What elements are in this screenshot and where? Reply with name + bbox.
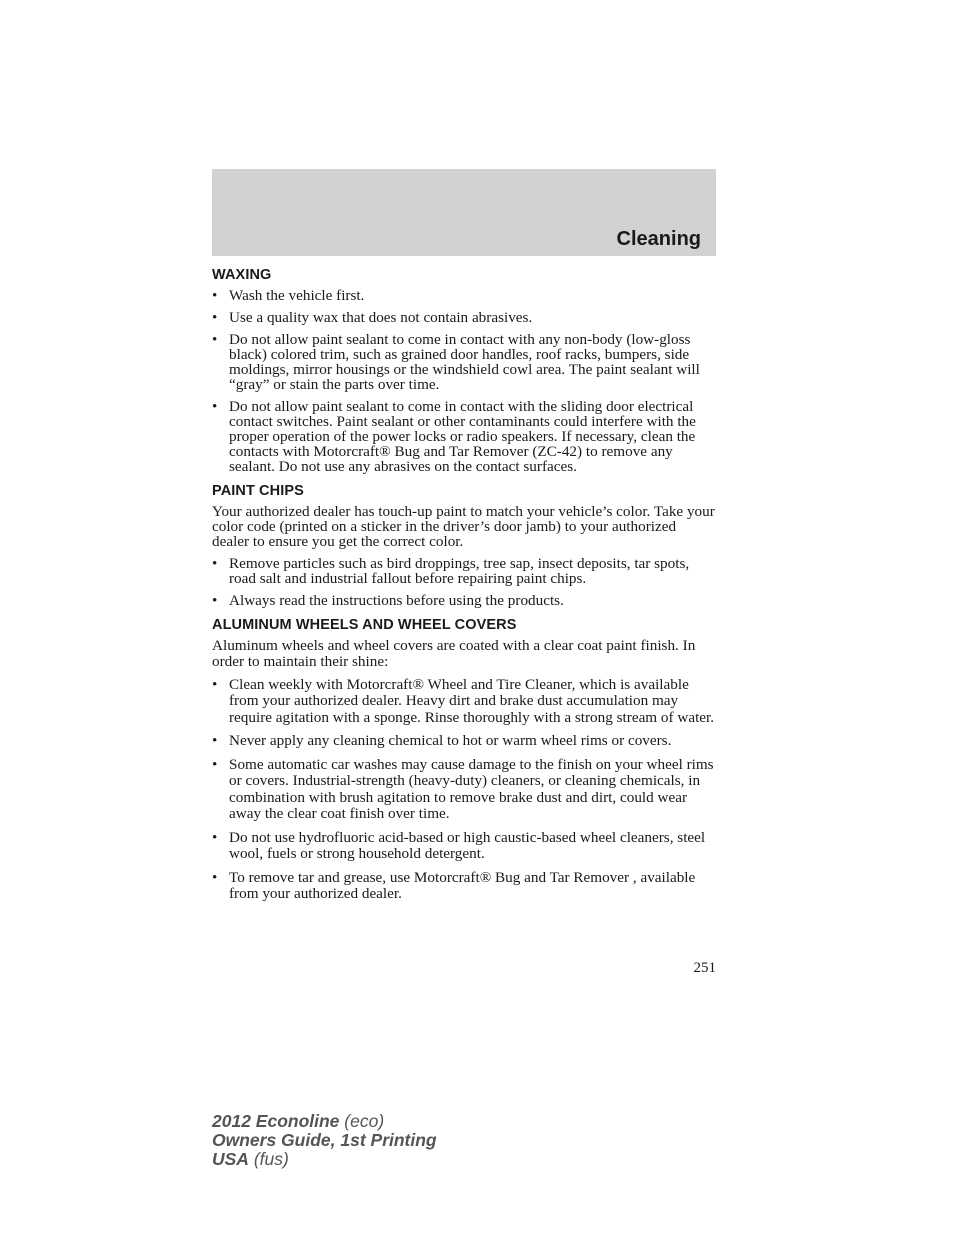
footer-line-3 (212, 1150, 437, 1169)
footer-imprint (212, 1112, 437, 1169)
list-item (212, 332, 716, 392)
footer-model: 2012 Econoline (212, 1111, 340, 1131)
bullet-glyph: • (212, 755, 218, 773)
list-item-text: Never apply any cleaning chemical to hot or warm wheel rims or covers. (229, 732, 672, 750)
list-item-text: To remove tar and grease, use Motorcraft® Bug and Tar Remover , available from your authorized dealer. (229, 868, 696, 903)
bullet-glyph: • (212, 309, 218, 326)
list-item (212, 593, 716, 608)
footer-line-2 (212, 1131, 437, 1150)
list-item (212, 733, 716, 750)
page-content (212, 266, 716, 911)
section-heading-paint-chips: PAINT CHIPS (212, 483, 304, 499)
bullet-glyph: • (212, 398, 218, 415)
bullet-glyph: • (212, 287, 218, 304)
bullet-glyph: • (212, 591, 218, 609)
page-number: 251 (693, 960, 716, 976)
list-item-text: Some automatic car washes may cause damage to the finish on your wheel rims or covers. Industrial-strength (heavy-duty) cleaners, or cleaning chemicals, in combination with brush agitation to remove brake dust and dirt, could wear away the clear coat finish over time. (229, 755, 714, 823)
list-item (212, 677, 716, 727)
paint-chips-intro: Your authorized dealer has touch-up paint to match your vehicle’s color. Take your color code (printed on a sticker in the driver’s door jamb) to your authorized dealer to ensure you get the correct color. (212, 503, 715, 551)
waxing-list (212, 288, 716, 474)
list-item-text: Do not allow paint sealant to come in contact with any non-body (low-gloss black) colored trim, such as grained door handles, roof racks, bumpers, side moldings, mirror housings or the windshield cowl area. The paint sealant will “gray” or stain the parts over time. (229, 331, 700, 393)
footer-line-1 (212, 1112, 437, 1131)
list-item-text: Always read the instructions before using the products. (229, 591, 564, 609)
bullet-glyph: • (212, 554, 218, 572)
list-item-text: Do not use hydrofluoric acid-based or high caustic-based wheel cleaners, steel wool, fuels or strong household detergent. (229, 828, 706, 863)
list-item-text: Wash the vehicle first. (229, 287, 365, 304)
bullet-glyph: • (212, 331, 218, 348)
list-item-text: Do not allow paint sealant to come in contact with the sliding door electrical contact switches. Paint sealant or other contaminants could interfere with the proper operation of the power locks or radio speakers. If necessary, clean the contacts with Motorcraft® Bug and Tar Remover (ZC-42) to remove any sealant. Do not use any abrasives on the contact surfaces. (229, 398, 696, 475)
list-item-text: Use a quality wax that does not contain abrasives. (229, 309, 533, 326)
paint-chips-list (212, 556, 716, 608)
section-heading-waxing: WAXING (212, 267, 272, 283)
footer-model-code: (eco) (344, 1111, 385, 1131)
bullet-glyph: • (212, 828, 218, 846)
bullet-glyph: • (212, 868, 218, 886)
list-item-text: Remove particles such as bird droppings, tree sap, insect deposits, tar spots, road salt and industrial fallout before repairing paint chips. (229, 554, 690, 587)
bullet-glyph: • (212, 675, 218, 693)
header-band (212, 169, 716, 256)
footer-market-code: (fus) (253, 1149, 289, 1169)
list-item (212, 310, 716, 325)
list-item (212, 870, 716, 903)
section-heading-aluminum-wheels: ALUMINUM WHEELS AND WHEEL COVERS (212, 616, 517, 633)
list-item (212, 556, 716, 586)
list-item-text: Clean weekly with Motorcraft® Wheel and Tire Cleaner, which is available from your authorized dealer. Heavy dirt and brake dust accumulation may require agitation with a sponge. Rinse thoroughly with a strong stream of water. (229, 675, 715, 726)
footer-edition: Owners Guide, 1st Printing (212, 1130, 437, 1150)
aluminum-list (212, 677, 716, 903)
list-item (212, 288, 716, 303)
list-item (212, 399, 716, 474)
page-title: Cleaning (616, 228, 701, 250)
list-item (212, 757, 716, 823)
list-item (212, 830, 716, 863)
aluminum-intro: Aluminum wheels and wheel covers are coated with a clear coat paint finish. In order to maintain their shine: (212, 636, 696, 671)
footer-market: USA (212, 1149, 249, 1169)
bullet-glyph: • (212, 732, 218, 750)
